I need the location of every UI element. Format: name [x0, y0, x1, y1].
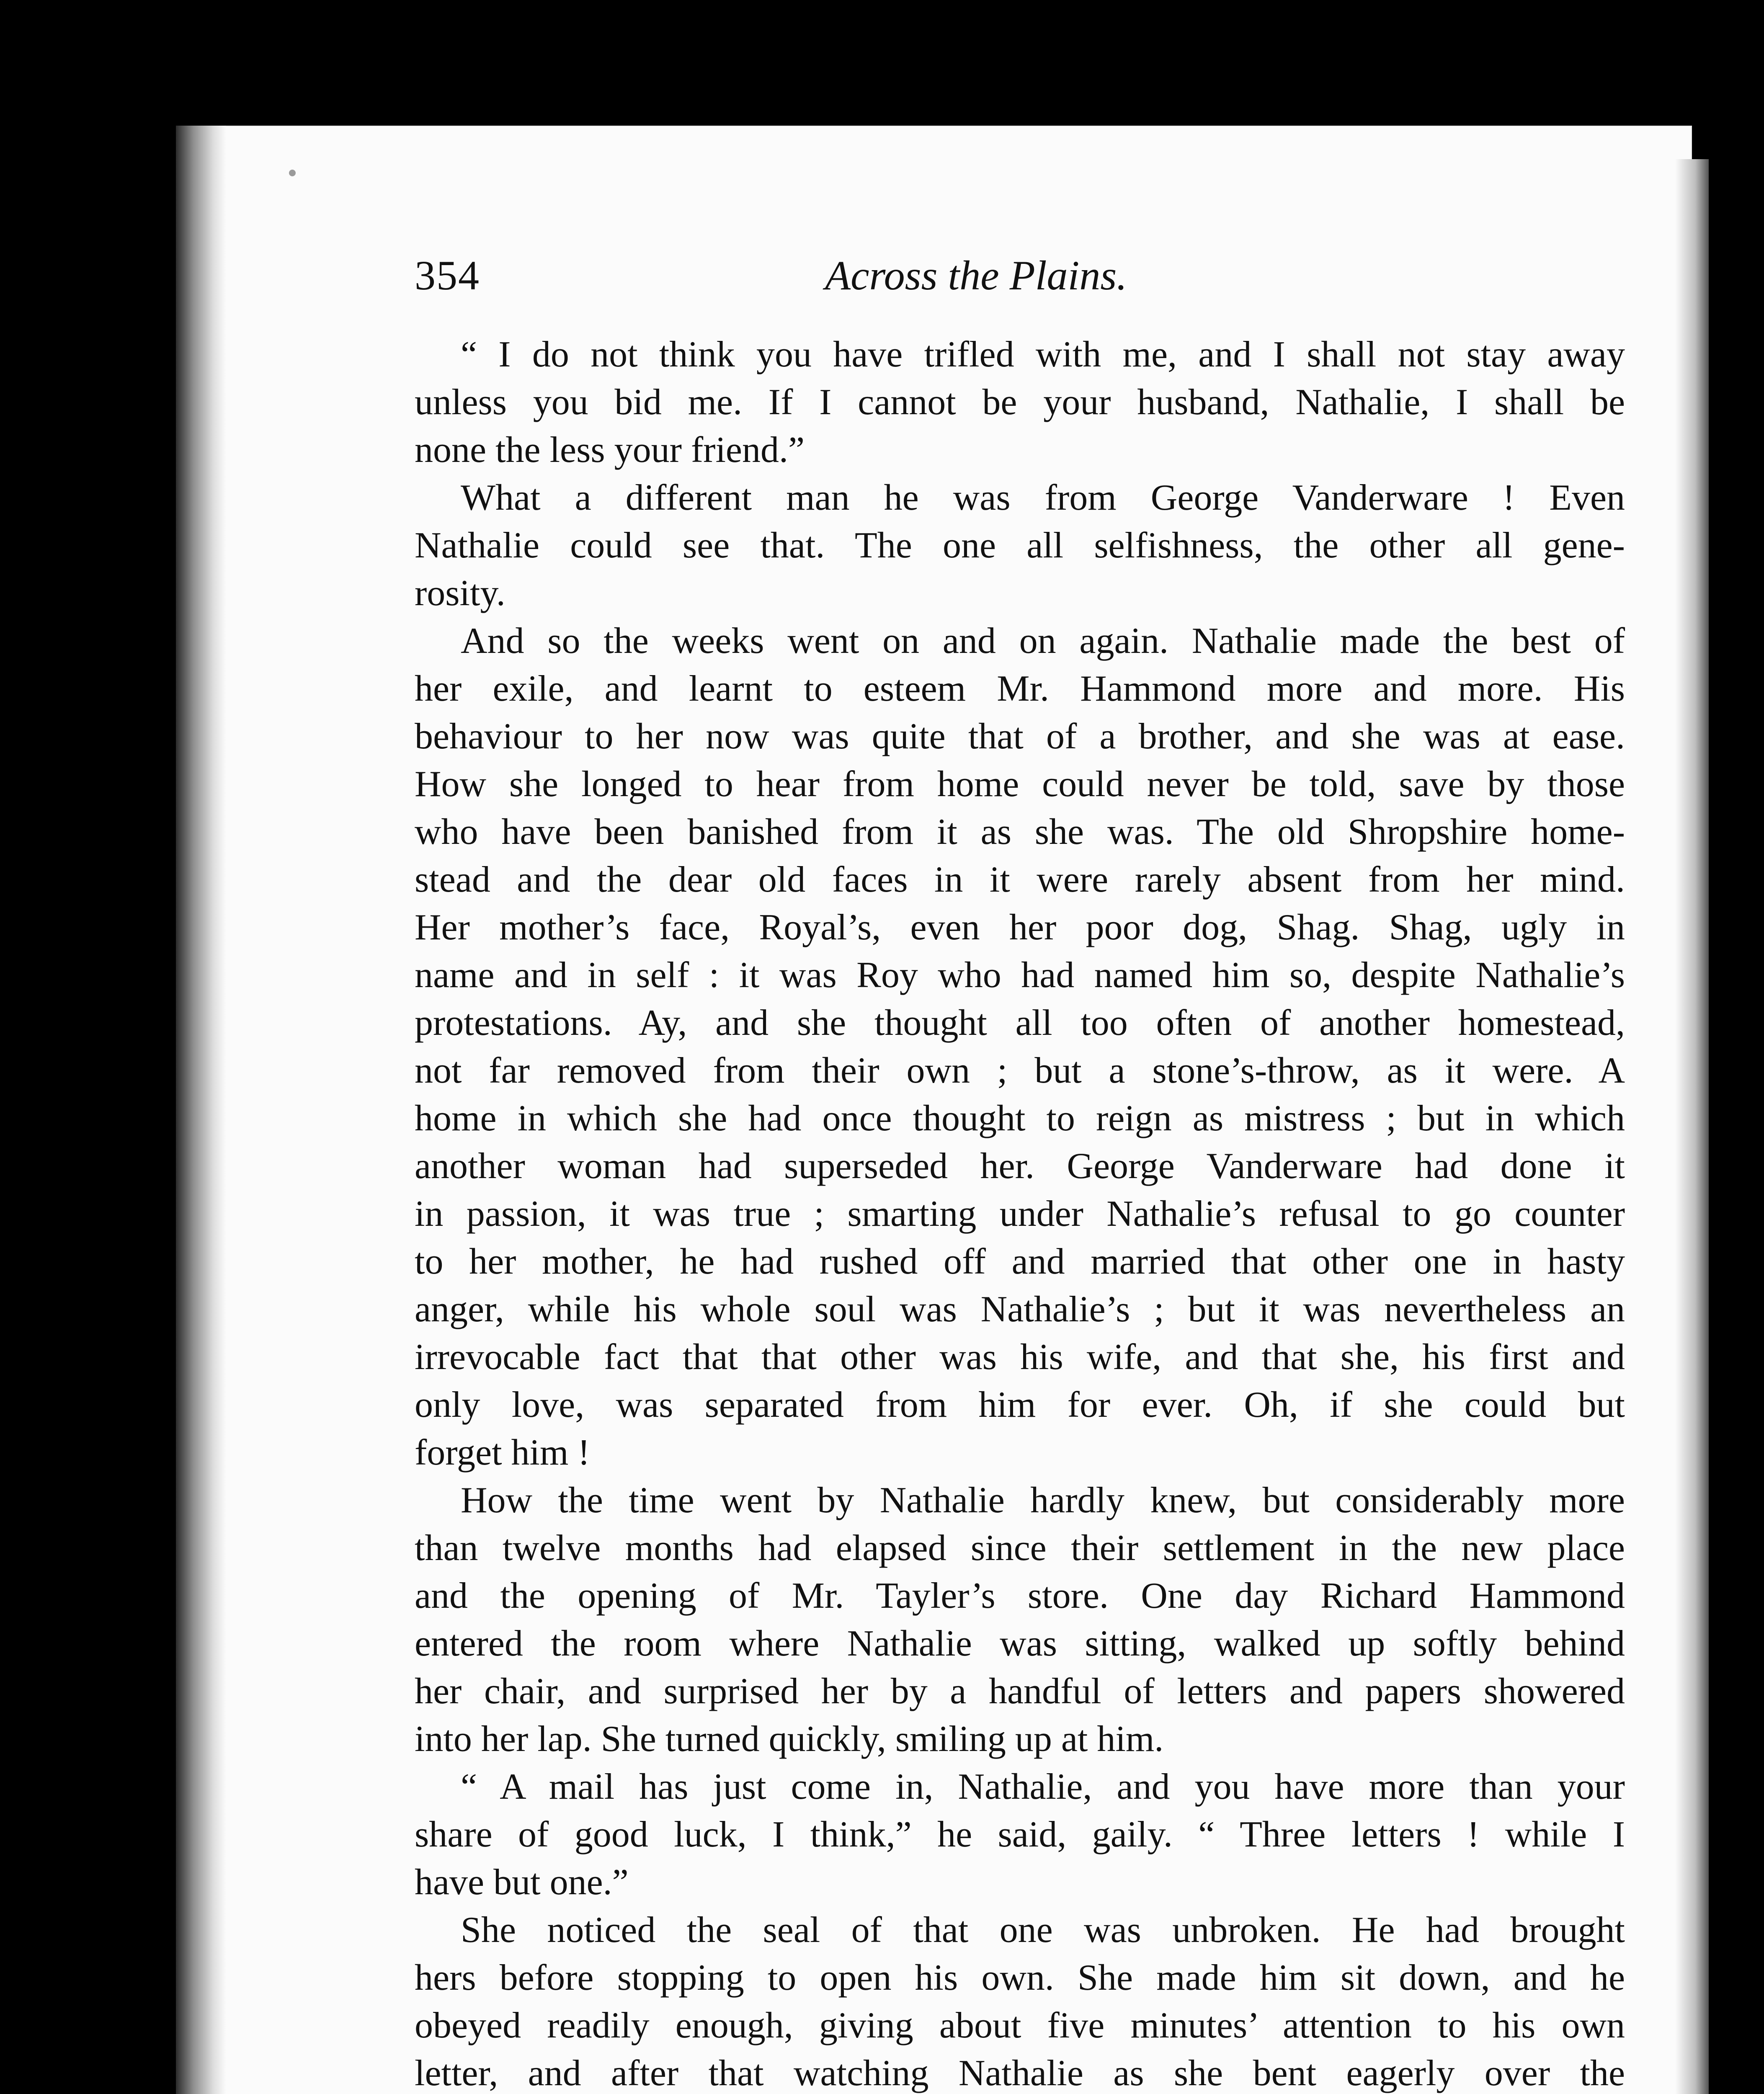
text-line: to her mother, he had rushed off and married that other one in hasty — [415, 1241, 1625, 1282]
text-line: share of good luck, I think,” he said, gaily. “ Three letters ! while I — [415, 1814, 1625, 1855]
text-line: her chair, and surprised her by a handful of letters and papers showered — [415, 1671, 1625, 1712]
text-line: home in which she had once thought to reign as mistress ; but in which — [415, 1098, 1625, 1139]
text-line: name and in self : it was Roy who had named him so, despite Nathalie’s — [415, 955, 1625, 995]
paragraph — [415, 1763, 1625, 1906]
text-line: How the time went by Nathalie hardly knew, but considerably more — [461, 1480, 1625, 1521]
text-line: irrevocable fact that that other was his wife, and that she, his first and — [415, 1337, 1625, 1377]
page-right-edge — [1675, 159, 1709, 2094]
text-line: Nathalie could see that. The one all selfishness, the other all gene- — [415, 525, 1625, 566]
text-line: Her mother’s face, Royal’s, even her poor dog, Shag. Shag, ugly in — [415, 907, 1625, 948]
text-line: “ I do not think you have trifled with me, and I shall not stay away — [461, 334, 1625, 375]
text-line: and the opening of Mr. Tayler’s store. One day Richard Hammond — [415, 1576, 1625, 1616]
text-line: not far removed from their own ; but a stone’s-throw, as it were. A — [415, 1050, 1625, 1091]
text-line: into her lap. She turned quickly, smiling up at him. — [415, 1719, 1164, 1759]
text-line: letter, and after that watching Nathalie as she bent eagerly over the — [415, 2053, 1625, 2094]
text-line: than twelve months had elapsed since their settlement in the new place — [415, 1528, 1625, 1568]
text-line: obeyed readily enough, giving about five minutes’ attention to his own — [415, 2005, 1625, 2046]
text-line: She noticed the seal of that one was unbroken. He had brought — [461, 1910, 1625, 1950]
text-line: protestations. Ay, and she thought all too often of another homestead, — [415, 1003, 1625, 1043]
text-line: who have been banished from it as she was. The old Shropshire home- — [415, 812, 1625, 852]
text-line: How she longed to hear from home could never be told, save by those — [415, 764, 1625, 805]
text-line: hers before stopping to open his own. She made him sit down, and he — [415, 1957, 1625, 1998]
text-line: What a different man he was from George Vanderware ! Even — [461, 477, 1625, 518]
paragraph — [415, 1477, 1625, 1763]
text-line: unless you bid me. If I cannot be your husband, Nathalie, I shall be — [415, 382, 1625, 423]
paragraph — [415, 617, 1625, 1477]
page-header — [415, 251, 1210, 306]
text-line: And so the weeks went on and on again. Nathalie made the best of — [461, 621, 1625, 661]
running-title: Across the Plains. — [825, 252, 1127, 299]
text-line: “ A mail has just come in, Nathalie, and you have more than your — [461, 1766, 1625, 1807]
page-binding-shadow — [176, 126, 226, 2094]
text-line: stead and the dear old faces in it were rarely absent from her mind. — [415, 859, 1625, 900]
text-line: have but one.” — [415, 1862, 629, 1903]
text-line: only love, was separated from him for ever. Oh, if she could but — [415, 1385, 1625, 1425]
text-line: forget him ! — [415, 1432, 590, 1473]
text-line: none the less your friend.” — [415, 430, 805, 470]
text-line: behaviour to her now was quite that of a brother, and she was at ease. — [415, 716, 1625, 757]
page-number: 354 — [415, 252, 480, 299]
text-line: her exile, and learnt to esteem Mr. Hammond more and more. His — [415, 668, 1625, 709]
text-line: another woman had superseded her. George Vanderware had done it — [415, 1146, 1625, 1186]
paragraph — [415, 331, 1625, 474]
text-line: rosity. — [415, 573, 505, 614]
paper-speck — [289, 170, 296, 176]
paragraph — [415, 474, 1625, 617]
paragraph — [415, 1906, 1625, 2094]
text-line: anger, while his whole soul was Nathalie’s ; but it was nevertheless an — [415, 1289, 1625, 1330]
text-line: entered the room where Nathalie was sitting, walked up softly behind — [415, 1623, 1625, 1664]
body-text — [415, 331, 1625, 2094]
text-line: in passion, it was true ; smarting under Nathalie’s refusal to go counter — [415, 1194, 1625, 1234]
